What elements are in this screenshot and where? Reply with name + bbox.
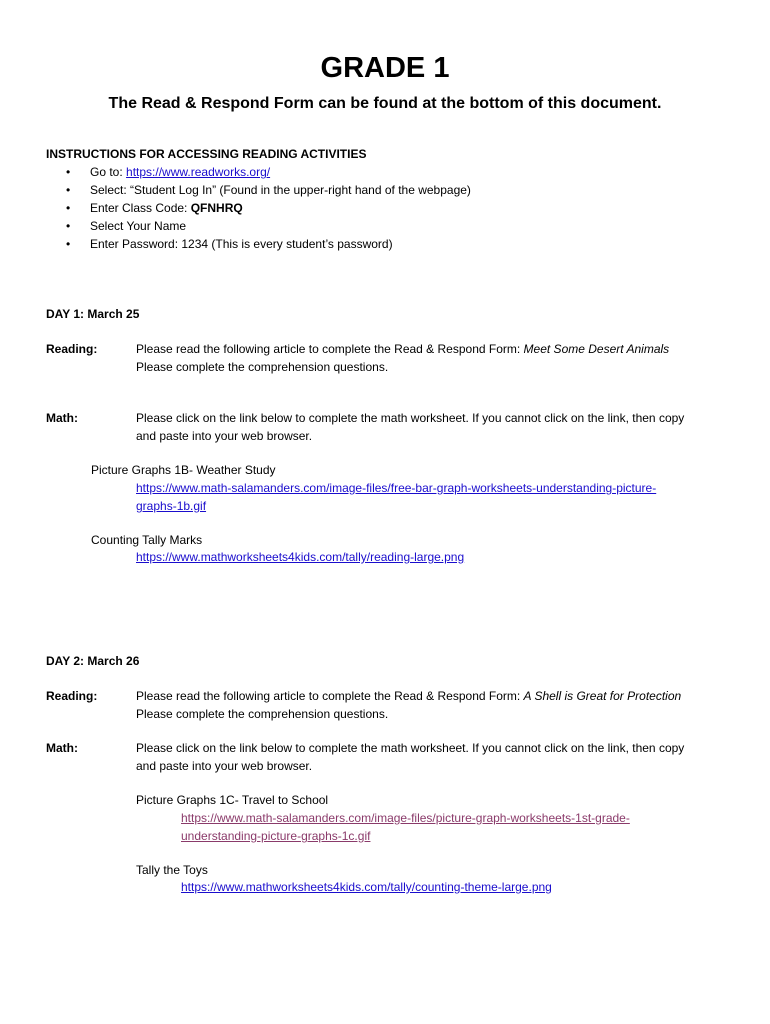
day1-reading-line2: Please complete the comprehension questions. [136,360,389,374]
page-subtitle: The Read & Respond Form can be found at the bottom of this document. [108,95,662,112]
day1-math-line1: Please click on the link below to complete the math worksheet. If you cannot click on the link, then copy [136,411,685,425]
day2-math-line2: and paste into your web browser. [136,759,313,773]
list-item: • Enter Password: 1234 (This is every student’s password) [66,237,393,251]
day1-reading-line1: Please read the following article to complete the Read & Respond Form: Meet Some Desert Animals [136,342,670,356]
bullet-icon: • [66,201,71,215]
day1-worksheet2-title: Counting Tally Marks [91,533,203,547]
day1-math-line2: and paste into your web browser. [136,429,313,443]
day1-worksheet1-link-line1[interactable]: https://www.math-salamanders.com/image-files/free-bar-graph-worksheets-understanding-picture- [136,481,657,495]
day2-math-line1: Please click on the link below to complete the math worksheet. If you cannot click on the link, then copy [136,741,685,755]
day2-article-title: A Shell is Great for Protection [523,689,682,703]
bullet-icon: • [66,183,71,197]
readworks-link[interactable]: https://www.readworks.org/ [126,165,271,179]
day2-worksheet2-title: Tally the Toys [136,863,208,877]
day2-reading-line1: Please read the following article to complete the Read & Respond Form: A Shell is Great for Protection [136,689,682,703]
day1-math-label: Math: [46,411,78,425]
day2-worksheet1-link-line2[interactable]: understanding-picture-graphs-1c.gif [181,829,371,843]
list-item: • Go to: https://www.readworks.org/ [66,165,271,179]
instructions-list [46,163,471,253]
bullet-icon: • [66,237,71,251]
page-title: GRADE 1 [320,52,450,84]
instructions-heading: INSTRUCTIONS FOR ACCESSING READING ACTIVITIES [46,147,367,161]
day1-heading: DAY 1: March 25 [46,307,140,321]
list-item: • Select: “Student Log In” (Found in the upper-right hand of the webpage) [66,183,471,197]
class-code: QFNHRQ [190,201,243,215]
day2-heading: DAY 2: March 26 [46,654,140,668]
bullet-icon: • [66,165,71,179]
list-item: • Enter Class Code: QFNHRQ [66,201,243,215]
day1-article-title: Meet Some Desert Animals [523,342,670,356]
bullet-icon: • [66,219,71,233]
day2-worksheet1-title: Picture Graphs 1C- Travel to School [136,793,329,807]
day1-worksheet1-title: Picture Graphs 1B- Weather Study [91,463,276,477]
day2-math-label: Math: [46,741,78,755]
day2-worksheet2-link[interactable]: https://www.mathworksheets4kids.com/tally/counting-theme-large.png [181,880,552,894]
day2-reading-line2: Please complete the comprehension questions. [136,707,389,721]
day1-worksheet2-link[interactable]: https://www.mathworksheets4kids.com/tally/reading-large.png [136,550,465,564]
day2-worksheet1-link-line1[interactable]: https://www.math-salamanders.com/image-files/picture-graph-worksheets-1st-grade- [181,811,630,825]
day2-reading-label: Reading: [46,689,98,703]
day1-worksheet1-link-line2[interactable]: graphs-1b.gif [136,499,207,513]
list-item: • Select Your Name [66,219,187,233]
day1-reading-label: Reading: [46,342,98,356]
